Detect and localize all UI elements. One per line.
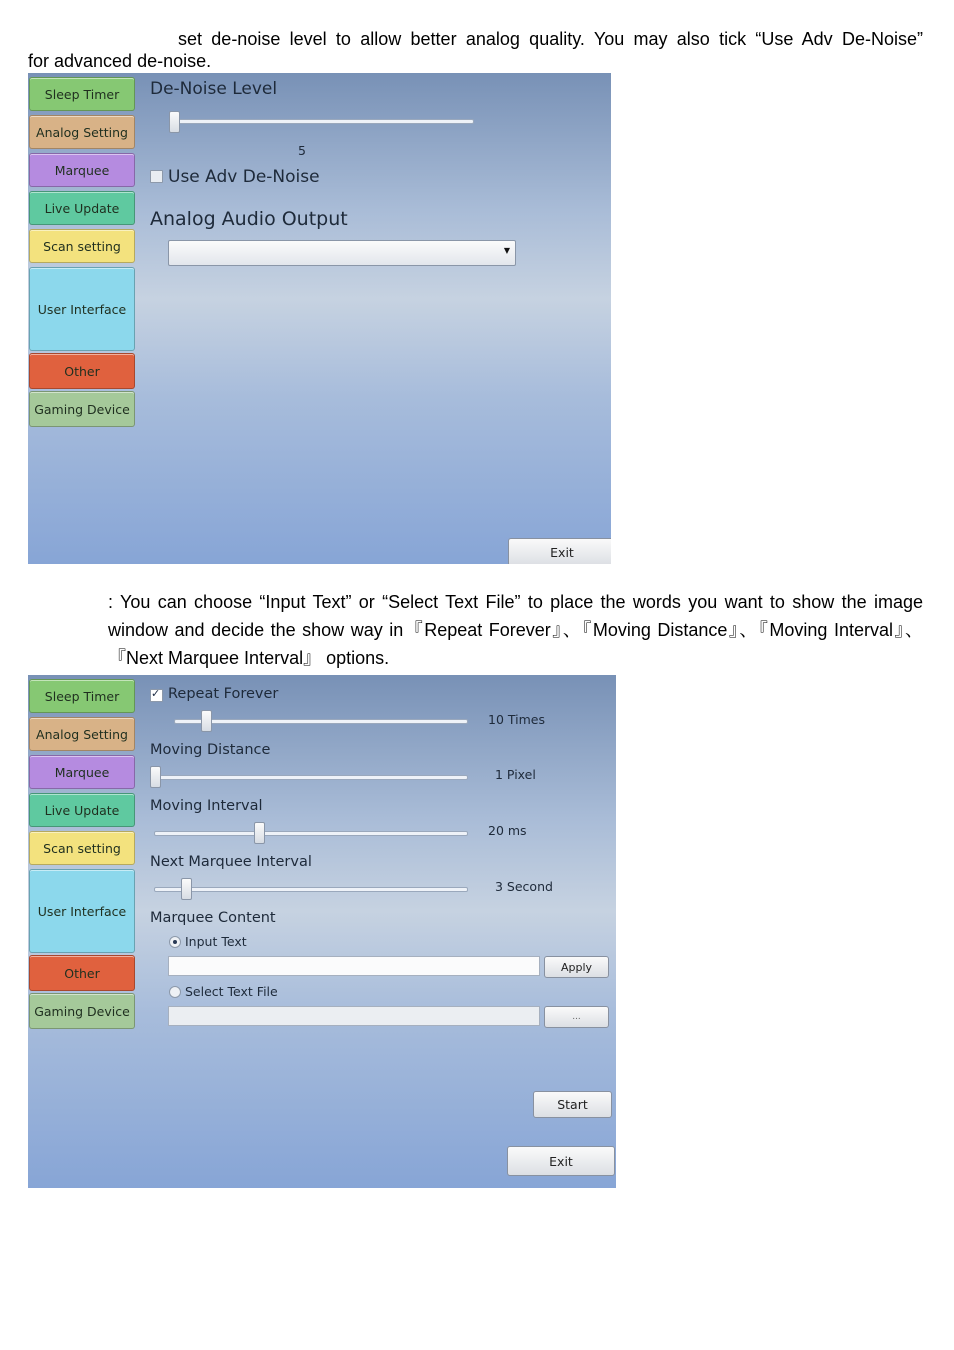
moving-distance-slider-thumb[interactable] xyxy=(150,766,161,788)
input-text-radio[interactable] xyxy=(169,936,181,948)
input-text-label: Input Text xyxy=(185,934,247,949)
select-text-file-label: Select Text File xyxy=(185,984,278,999)
moving-distance-label: Moving Distance xyxy=(150,742,271,758)
sidebar-item-other[interactable] xyxy=(29,353,135,389)
sidebar-item-gaming-device[interactable] xyxy=(29,993,135,1029)
repeat-forever-checkbox[interactable] xyxy=(150,689,163,702)
sidebar-item-label: Analog Setting xyxy=(36,124,128,140)
sidebar-item-label: Gaming Device xyxy=(34,1003,130,1019)
next-interval-label: Next Marquee Interval xyxy=(150,854,312,870)
moving-interval-slider-track[interactable] xyxy=(154,831,468,836)
sidebar-item-scan-setting[interactable] xyxy=(29,831,135,865)
moving-distance-value: 1 Pixel xyxy=(495,767,536,782)
sidebar-item-marquee[interactable] xyxy=(29,153,135,187)
next-interval-slider-track[interactable] xyxy=(154,887,468,892)
sidebar-item-live-update[interactable] xyxy=(29,793,135,827)
input-text-field[interactable] xyxy=(168,956,540,976)
marquee-paragraph xyxy=(28,588,923,672)
apply-button[interactable]: Apply xyxy=(544,956,609,978)
next-interval-slider-thumb[interactable] xyxy=(181,878,192,900)
intro-line-2: for advanced de-noise. xyxy=(28,51,212,71)
adv-denoise-checkbox[interactable] xyxy=(150,170,163,183)
moving-interval-label: Moving Interval xyxy=(150,798,263,814)
marquee-content-label: Marquee Content xyxy=(150,910,276,926)
audio-output-dropdown[interactable] xyxy=(168,240,516,266)
sidebar-item-other[interactable] xyxy=(29,955,135,991)
sidebar-item-sleep-timer[interactable] xyxy=(29,679,135,713)
chevron-down-icon: ▼ xyxy=(503,246,510,255)
adv-denoise-label: Use Adv De-Noise xyxy=(168,167,320,187)
sidebar-item-user-interface[interactable] xyxy=(29,869,135,953)
sidebar-item-analog-setting[interactable] xyxy=(29,717,135,751)
intro-paragraph xyxy=(28,28,923,72)
marquee-description: : You can choose “Input Text” or “Select Text File” to place the words you want to show the image window and decide the show way in『Repeat Forever』、『Moving Distance』、『Moving Interval』、『Next Marquee Interval』 options. xyxy=(108,592,923,668)
denoise-level-label: De-Noise Level xyxy=(150,79,278,99)
sidebar-item-label: Live Update xyxy=(44,200,120,216)
sidebar-item-label: Other xyxy=(64,363,100,379)
sidebar-item-label: Other xyxy=(64,965,100,981)
intro-line-1: set de-noise level to allow better analog quality. You may also tick “Use Adv De-Noise” xyxy=(178,29,923,49)
sidebar-item-user-interface[interactable] xyxy=(29,267,135,351)
sidebar-item-label: User Interface xyxy=(37,301,127,317)
repeat-slider-track[interactable] xyxy=(174,719,468,724)
sidebar-item-label: Scan setting xyxy=(43,238,121,254)
sidebar-item-marquee[interactable] xyxy=(29,755,135,789)
denoise-slider-track[interactable] xyxy=(172,119,474,124)
denoise-slider-thumb[interactable] xyxy=(169,111,180,133)
sidebar-item-scan-setting[interactable] xyxy=(29,229,135,263)
sidebar-item-label: Marquee xyxy=(54,764,110,780)
start-button[interactable]: Start xyxy=(533,1091,612,1118)
analog-setting-window xyxy=(28,73,611,564)
marquee-window xyxy=(28,675,616,1188)
sidebar-item-gaming-device[interactable] xyxy=(29,391,135,427)
sidebar-item-analog-setting[interactable] xyxy=(29,115,135,149)
sidebar-item-live-update[interactable] xyxy=(29,191,135,225)
sidebar-item-sleep-timer[interactable] xyxy=(29,77,135,111)
exit-button[interactable]: Exit xyxy=(508,538,611,564)
browse-button[interactable]: ... xyxy=(544,1006,609,1028)
repeat-forever-label: Repeat Forever xyxy=(168,686,279,702)
sidebar-item-label: User Interface xyxy=(37,903,127,919)
repeat-value: 10 Times xyxy=(488,712,545,727)
select-text-file-field[interactable] xyxy=(168,1006,540,1026)
sidebar-item-label: Live Update xyxy=(44,802,120,818)
sidebar-item-label: Scan setting xyxy=(43,840,121,856)
sidebar-item-label: Analog Setting xyxy=(36,726,128,742)
exit-button[interactable]: Exit xyxy=(507,1146,615,1176)
moving-interval-value: 20 ms xyxy=(488,823,527,838)
sidebar-item-label: Sleep Timer xyxy=(44,688,120,704)
sidebar-item-label: Sleep Timer xyxy=(44,86,120,102)
audio-output-label: Analog Audio Output xyxy=(150,208,348,230)
moving-interval-slider-thumb[interactable] xyxy=(254,822,265,844)
repeat-slider-thumb[interactable] xyxy=(201,710,212,732)
next-interval-value: 3 Second xyxy=(495,879,553,894)
moving-distance-slider-track[interactable] xyxy=(152,775,468,780)
sidebar-item-label: Gaming Device xyxy=(34,401,130,417)
sidebar-item-label: Marquee xyxy=(54,162,110,178)
select-text-file-radio[interactable] xyxy=(169,986,181,998)
denoise-value: 5 xyxy=(298,143,306,158)
